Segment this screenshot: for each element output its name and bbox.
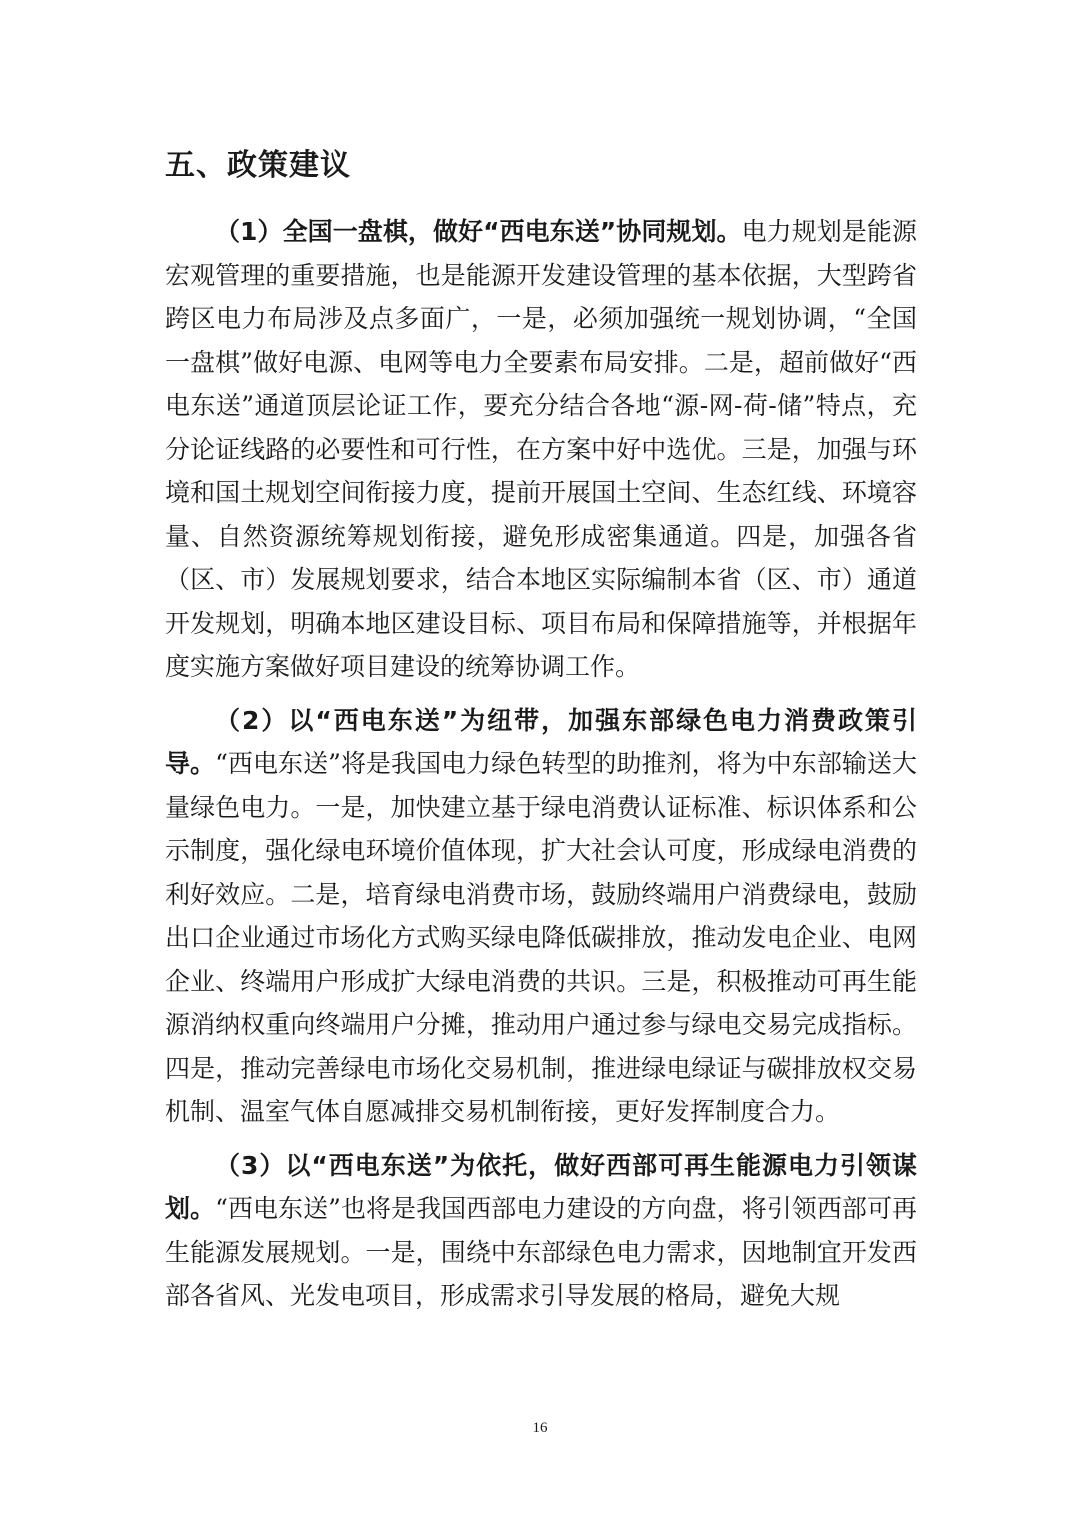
- paragraph-1-lead: （1）全国一盘棋，做好“西电东送”协同规划。: [215, 217, 742, 246]
- page-number: 16: [532, 1420, 548, 1436]
- paragraph-3-lead: （3）以“西电东送”为依托，做好西部可再生能源电力引领谋划。: [165, 1150, 917, 1223]
- paragraph-2: [165, 699, 917, 1134]
- paragraph-3: [165, 1144, 917, 1318]
- body-text: [165, 210, 917, 1328]
- paragraph-1-text: 电力规划是能源宏观管理的重要措施，也是能源开发建设管理的基本依据，大型跨省跨区电力布局涉及点多面广，一是，必须加强统一规划协调，“全国一盘棋”做好电源、电网等电力全要素布局安排。二是，超前做好“西电东送”通道顶层论证工作，要充分结合各地“源-网-荷-储”特点，充分论证线路的必要性和可行性，在方案中好中选优。三是，加强与环境和国土规划空间衔接力度，提前开展国土空间、生态红线、环境容量、自然资源统筹规划衔接，避免形成密集通道。四是，加强各省（区、市）发展规划要求，结合本地区实际编制本省（区、市）通道开发规划，明确本地区建设目标、项目布局和保障措施等，并根据年度实施方案做好项目建设的统筹协调工作。: [165, 217, 917, 681]
- paragraph-2-lead: （2）以“西电东送”为纽带，加强东部绿色电力消费政策引导。: [165, 705, 917, 778]
- paragraph-3-text: “西电东送”也将是我国西部电力建设的方向盘，将引领西部可再生能源发展规划。一是，围绕中东部绿色电力需求，因地制宜开发西部各省风、光发电项目，形成需求引导发展的格局，避免大规: [165, 1194, 917, 1310]
- paragraph-2-text: “西电东送”将是我国电力绿色转型的助推剂，将为中东部输送大量绿色电力。一是，加快建立基于绿电消费认证标准、标识体系和公示制度，强化绿电环境价值体现，扩大社会认可度，形成绿电消费的利好效应。二是，培育绿电消费市场，鼓励终端用户消费绿电，鼓励出口企业通过市场化方式购买绿电降低碳排放，推动发电企业、电网企业、终端用户形成扩大绿电消费的共识。三是，积极推动可再生能源消纳权重向终端用户分摊，推动用户通过参与绿电交易完成指标。四是，推动完善绿电市场化交易机制，推进绿电绿证与碳排放权交易机制、温室气体自愿减排交易机制衔接，更好发挥制度合力。: [165, 749, 917, 1126]
- paragraph-1: [165, 210, 917, 689]
- section-heading: 五、政策建议: [165, 148, 351, 183]
